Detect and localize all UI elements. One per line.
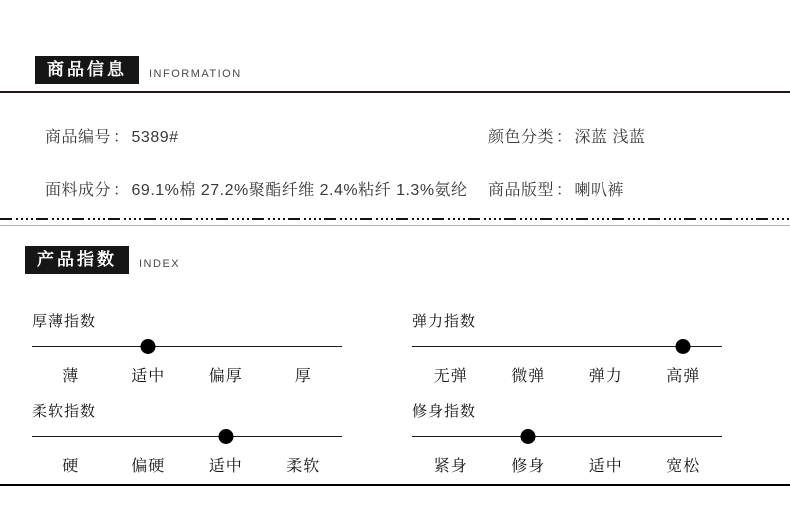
scale-label: 薄 — [62, 368, 80, 385]
scale-label: 偏厚 — [208, 368, 243, 385]
product-fit-type-label: 商品版型 — [488, 182, 555, 199]
scale-label: 硬 — [62, 458, 80, 475]
scale-fit — [412, 400, 722, 476]
colon: ： — [113, 182, 130, 199]
index-section-subtitle: INDEX — [139, 257, 181, 270]
gray-separator — [0, 225, 790, 226]
scale-label: 偏硬 — [131, 458, 166, 475]
index-section-header — [25, 246, 180, 274]
scale-labels — [32, 363, 342, 386]
scale-track — [32, 339, 342, 354]
scale-label: 宽松 — [666, 458, 701, 475]
scale-label: 修身 — [511, 458, 546, 475]
scale-line — [412, 436, 722, 437]
scale-thickness-title: 厚薄指数 — [32, 313, 97, 330]
dashdot-separator — [0, 218, 790, 220]
scale-track — [32, 429, 342, 444]
colon: ： — [556, 129, 573, 146]
scale-track — [412, 429, 722, 444]
product-fit-type-value: 喇叭裤 — [574, 182, 625, 199]
color-category-label: 颜色分类 — [488, 129, 555, 146]
product-code-value: 5389# — [131, 129, 179, 146]
product-code-label: 商品编号 — [45, 129, 112, 146]
scale-labels — [32, 453, 342, 476]
scale-dot — [218, 429, 233, 444]
scale-label: 紧身 — [433, 458, 468, 475]
scale-label: 高弹 — [666, 368, 701, 385]
fabric-composition-value: 69.1%棉 27.2%聚酯纤维 2.4%粘纤 1.3%氨纶 — [131, 182, 468, 199]
scale-dot — [141, 339, 156, 354]
color-category-item — [488, 124, 645, 147]
scale-label: 适中 — [588, 458, 623, 475]
scale-label: 厚 — [294, 368, 312, 385]
colon: ： — [113, 129, 130, 146]
scale-label: 微弹 — [511, 368, 546, 385]
scale-elasticity-title: 弹力指数 — [412, 313, 477, 330]
colon: ： — [556, 182, 573, 199]
scale-dot — [676, 339, 691, 354]
scale-label: 无弹 — [433, 368, 468, 385]
scale-fit-title: 修身指数 — [412, 403, 477, 420]
scale-label: 弹力 — [588, 368, 623, 385]
scale-label: 适中 — [208, 458, 243, 475]
color-category-value: 深蓝 浅蓝 — [574, 129, 646, 146]
scale-softness — [32, 400, 342, 476]
scale-track — [412, 339, 722, 354]
info-section-title: 商品信息 — [35, 56, 139, 84]
scale-dot — [521, 429, 536, 444]
scale-line — [32, 436, 342, 437]
scale-line — [32, 346, 342, 347]
scale-labels — [412, 453, 722, 476]
scale-label: 柔软 — [286, 458, 321, 475]
fabric-composition-label: 面料成分 — [45, 182, 112, 199]
scale-thickness — [32, 310, 342, 386]
scale-label: 适中 — [131, 368, 166, 385]
info-section-header — [35, 56, 242, 84]
info-section-subtitle: INFORMATION — [149, 67, 242, 80]
scale-elasticity — [412, 310, 722, 386]
product-fit-type-item — [488, 177, 624, 200]
scale-softness-title: 柔软指数 — [32, 403, 97, 420]
product-code-item — [45, 124, 179, 147]
scale-labels — [412, 363, 722, 386]
header-underline — [0, 91, 790, 93]
fabric-composition-item — [45, 177, 468, 200]
bottom-border-line — [0, 484, 790, 486]
index-section-title: 产品指数 — [25, 246, 129, 274]
